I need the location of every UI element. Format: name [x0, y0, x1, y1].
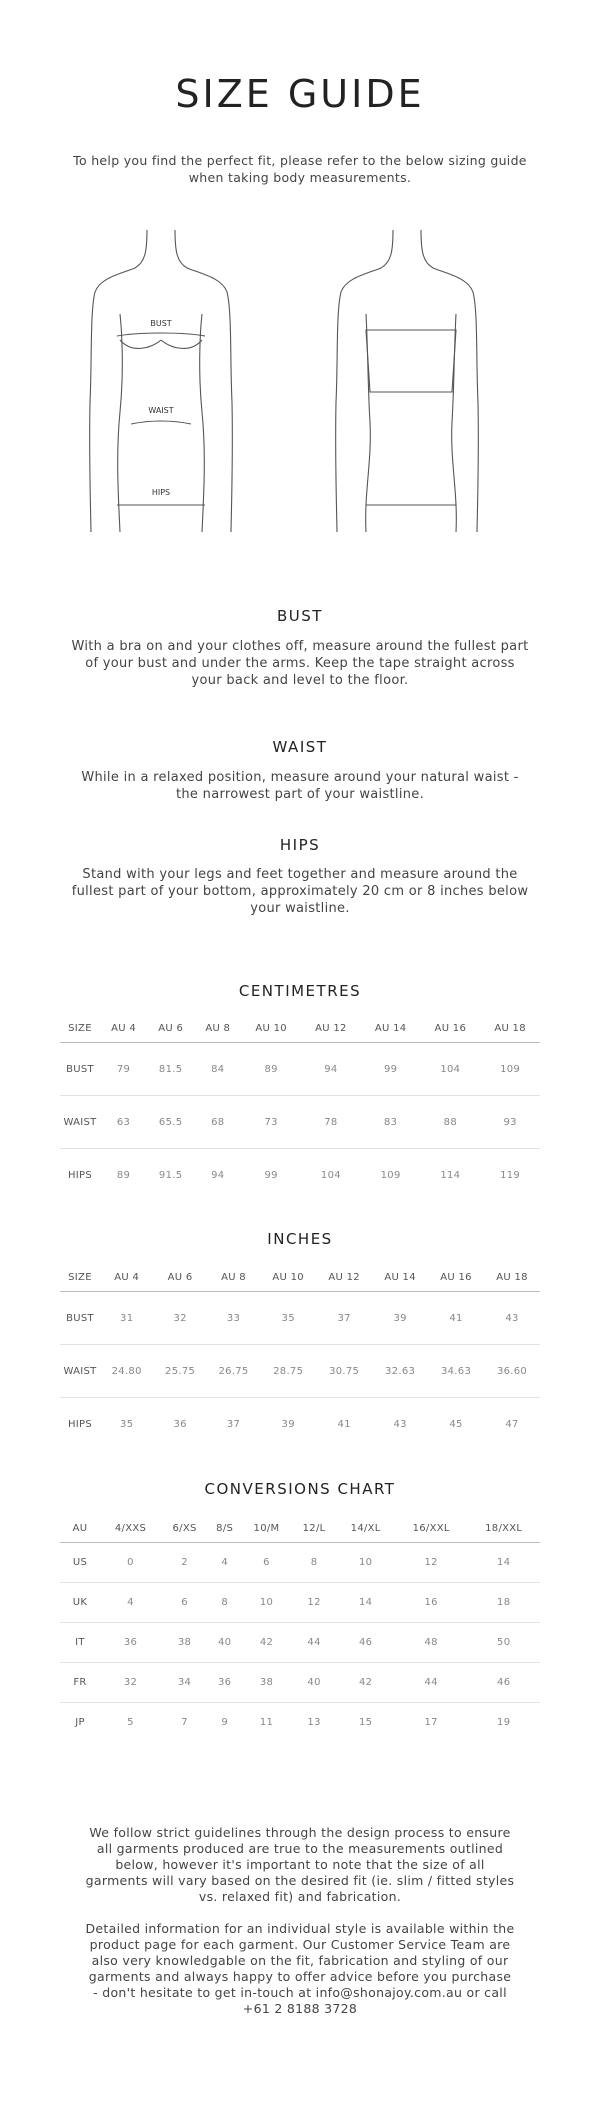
table-cell: 36: [100, 1623, 161, 1663]
diagram-bust-label: BUST: [150, 319, 172, 328]
table-cell: 89: [241, 1043, 301, 1096]
table-cell: 46: [336, 1623, 395, 1663]
table-cell: 42: [241, 1623, 292, 1663]
intro-text: To help you find the perfect fit, please refer to the below sizing guide when taking body measurements.: [73, 153, 527, 185]
row-label: IT: [60, 1623, 100, 1663]
table-cell: 94: [211, 1169, 225, 1181]
column-header: 16/XXL: [395, 1514, 468, 1543]
inches-heading: INCHES: [267, 1230, 333, 1248]
column-header: AU 18: [484, 1263, 540, 1292]
column-header: 18/XXL: [467, 1514, 540, 1543]
table-cell: 39: [281, 1418, 295, 1430]
table-cell: 48: [395, 1623, 468, 1663]
table-cell: 68: [194, 1096, 241, 1149]
footer-paragraph-2: Detailed information for an individual style is available within the product page for each garment. Our Customer Service Team are also very knowledgable on the fit, fabrication and styling of our garments and always happy to offer advice before you purchase - don't hesitate to get in-touch at info@shonajoy.com.au or call +61 2 8188 3728: [85, 1921, 515, 2016]
column-header: 6/XS: [161, 1514, 208, 1543]
column-header: AU: [60, 1514, 100, 1543]
column-header: AU 16: [428, 1263, 484, 1292]
table-row: [60, 1292, 540, 1345]
table-cell: 46: [467, 1663, 540, 1703]
table-cell: 109: [380, 1169, 401, 1181]
table-row: [60, 1543, 540, 1583]
column-header: SIZE: [60, 1014, 100, 1043]
table-cell: 32: [100, 1663, 161, 1703]
table-cell: 36.60: [484, 1345, 540, 1398]
table-cell: 37: [316, 1292, 372, 1345]
table-row: [60, 1583, 540, 1623]
table-cell: 50: [467, 1623, 540, 1663]
table-cell: 36: [173, 1418, 187, 1430]
table-header-row: [60, 1514, 540, 1543]
table-cell: 38: [241, 1663, 292, 1703]
table-cell: 12: [395, 1543, 468, 1583]
table-cell: 7: [181, 1717, 188, 1728]
table-cell: 12: [292, 1583, 337, 1623]
table-row: [60, 1096, 540, 1149]
bust-description: With a bra on and your clothes off, measure around the fullest part of your bust and under the arms. Keep the tape straight across your back and level to the floor.: [71, 639, 529, 688]
table-cell: 32.63: [372, 1345, 428, 1398]
footer-notes: [85, 1825, 515, 2033]
row-label: US: [60, 1543, 100, 1583]
table-cell: 81.5: [147, 1043, 194, 1096]
table-cell: 32: [153, 1292, 206, 1345]
column-header: AU 12: [316, 1263, 372, 1292]
table-cell: 104: [320, 1169, 341, 1181]
table-cell: 31: [100, 1292, 153, 1345]
conversions-heading: CONVERSIONS CHART: [204, 1480, 396, 1498]
table-cell: 8: [208, 1583, 241, 1623]
table-cell: 44: [292, 1623, 337, 1663]
table-cell: 2: [161, 1543, 208, 1583]
column-header: AU 18: [480, 1014, 540, 1043]
table-cell: 63: [100, 1096, 147, 1149]
table-cell: 38: [161, 1623, 208, 1663]
row-label: JP: [75, 1717, 85, 1728]
column-header: AU 4: [100, 1263, 153, 1292]
bust-heading: BUST: [277, 607, 323, 625]
table-cell: 10: [241, 1583, 292, 1623]
table-cell: 6: [241, 1543, 292, 1583]
column-header: AU 8: [207, 1263, 260, 1292]
table-cell: 11: [259, 1717, 274, 1728]
table-cell: 88: [420, 1096, 480, 1149]
table-cell: 40: [208, 1623, 241, 1663]
body-measurement-diagram: [0, 222, 600, 542]
row-label: HIPS: [67, 1169, 93, 1181]
row-label: FR: [60, 1663, 100, 1703]
inches-table: [60, 1263, 540, 1450]
column-header: AU 10: [260, 1263, 316, 1292]
column-header: AU 6: [147, 1014, 194, 1043]
table-cell: 109: [480, 1043, 540, 1096]
front-figure: [90, 230, 233, 532]
row-label: HIPS: [67, 1418, 93, 1430]
row-label: BUST: [60, 1292, 100, 1345]
footer-paragraph-1: We follow strict guidelines through the design process to ensure all garments produced are true to the measurements outlined below, however it's important to note that the size of all garments will vary based on the desired fit (ie. slim / fitted styles vs. relaxed fit) and fabrication.: [85, 1825, 515, 1904]
column-header: AU 14: [372, 1263, 428, 1292]
table-cell: 25.75: [153, 1345, 206, 1398]
table-cell: 26.75: [207, 1345, 260, 1398]
table-cell: 6: [161, 1583, 208, 1623]
table-cell: 43: [484, 1292, 540, 1345]
table-cell: 8: [292, 1543, 337, 1583]
table-cell: 39: [372, 1292, 428, 1345]
table-cell: 40: [292, 1663, 337, 1703]
page-title: SIZE GUIDE: [175, 72, 425, 116]
table-row: [60, 1663, 540, 1703]
table-cell: 9: [221, 1717, 228, 1728]
table-cell: 17: [424, 1717, 438, 1728]
table-cell: 15: [359, 1717, 373, 1728]
centimetres-heading: CENTIMETRES: [238, 982, 362, 1000]
waist-heading: WAIST: [272, 738, 328, 756]
column-header: AU 6: [153, 1263, 206, 1292]
table-cell: 119: [500, 1169, 521, 1181]
table-row: [60, 1043, 540, 1096]
column-header: AU 14: [361, 1014, 421, 1043]
column-header: AU 8: [194, 1014, 241, 1043]
column-header: AU 16: [420, 1014, 480, 1043]
table-cell: 91.5: [158, 1169, 183, 1181]
table-cell: 114: [440, 1169, 461, 1181]
conversions-table: [60, 1514, 540, 1742]
table-cell: 30.75: [316, 1345, 372, 1398]
table-header-row: [60, 1014, 540, 1043]
table-cell: 65.5: [147, 1096, 194, 1149]
table-cell: 4: [208, 1543, 241, 1583]
column-header: 8/S: [208, 1514, 241, 1543]
row-label: WAIST: [60, 1345, 100, 1398]
table-row: [60, 1398, 540, 1451]
column-header: 12/L: [292, 1514, 337, 1543]
table-cell: 19: [497, 1717, 511, 1728]
table-row: [60, 1345, 540, 1398]
column-header: SIZE: [60, 1263, 100, 1292]
table-cell: 94: [301, 1043, 361, 1096]
table-cell: 5: [127, 1717, 134, 1728]
diagram-hips-label: HIPS: [151, 488, 171, 497]
table-cell: 83: [361, 1096, 421, 1149]
table-cell: 99: [361, 1043, 421, 1096]
table-cell: 14: [467, 1543, 540, 1583]
table-cell: 42: [336, 1663, 395, 1703]
table-cell: 13: [307, 1717, 321, 1728]
column-header: AU 10: [241, 1014, 301, 1043]
table-cell: 78: [301, 1096, 361, 1149]
table-cell: 4: [100, 1583, 161, 1623]
table-cell: 104: [420, 1043, 480, 1096]
waist-description: While in a relaxed position, measure around your natural waist - the narrowest part of your waistline.: [81, 770, 519, 802]
row-label: UK: [60, 1583, 100, 1623]
table-cell: 41: [337, 1418, 351, 1430]
table-cell: 33: [207, 1292, 260, 1345]
table-cell: 34.63: [428, 1345, 484, 1398]
row-label: BUST: [60, 1043, 100, 1096]
table-cell: 89: [116, 1169, 131, 1181]
table-cell: 35: [120, 1418, 134, 1430]
table-cell: 18: [467, 1583, 540, 1623]
table-row: [60, 1703, 540, 1743]
back-figure: [336, 230, 479, 532]
table-row: [60, 1149, 540, 1202]
row-label: WAIST: [60, 1096, 100, 1149]
column-header: 10/M: [241, 1514, 292, 1543]
table-cell: 41: [428, 1292, 484, 1345]
table-header-row: [60, 1263, 540, 1292]
hips-description: Stand with your legs and feet together and measure around the fullest part of your bottom, approximately 20 cm or 8 inches below your waistline.: [71, 867, 529, 916]
column-header: AU 12: [301, 1014, 361, 1043]
table-cell: 36: [208, 1663, 241, 1703]
table-cell: 99: [264, 1169, 278, 1181]
hips-heading: HIPS: [279, 836, 321, 854]
table-cell: 73: [241, 1096, 301, 1149]
table-cell: 45: [449, 1418, 463, 1430]
column-header: 14/XL: [336, 1514, 395, 1543]
table-cell: 0: [100, 1543, 161, 1583]
table-cell: 35: [260, 1292, 316, 1345]
diagram-waist-label: WAIST: [148, 406, 174, 415]
table-cell: 84: [194, 1043, 241, 1096]
column-header: 4/XXS: [100, 1514, 161, 1543]
centimetres-table: [60, 1014, 540, 1201]
table-cell: 28.75: [260, 1345, 316, 1398]
table-cell: 14: [336, 1583, 395, 1623]
table-cell: 37: [226, 1418, 241, 1430]
table-cell: 34: [161, 1663, 208, 1703]
table-cell: 10: [336, 1543, 395, 1583]
table-cell: 16: [395, 1583, 468, 1623]
table-cell: 43: [393, 1418, 407, 1430]
column-header: AU 4: [100, 1014, 147, 1043]
table-cell: 93: [480, 1096, 540, 1149]
table-row: [60, 1623, 540, 1663]
table-cell: 47: [505, 1418, 519, 1430]
table-cell: 79: [100, 1043, 147, 1096]
table-cell: 24.80: [100, 1345, 153, 1398]
table-cell: 44: [395, 1663, 468, 1703]
